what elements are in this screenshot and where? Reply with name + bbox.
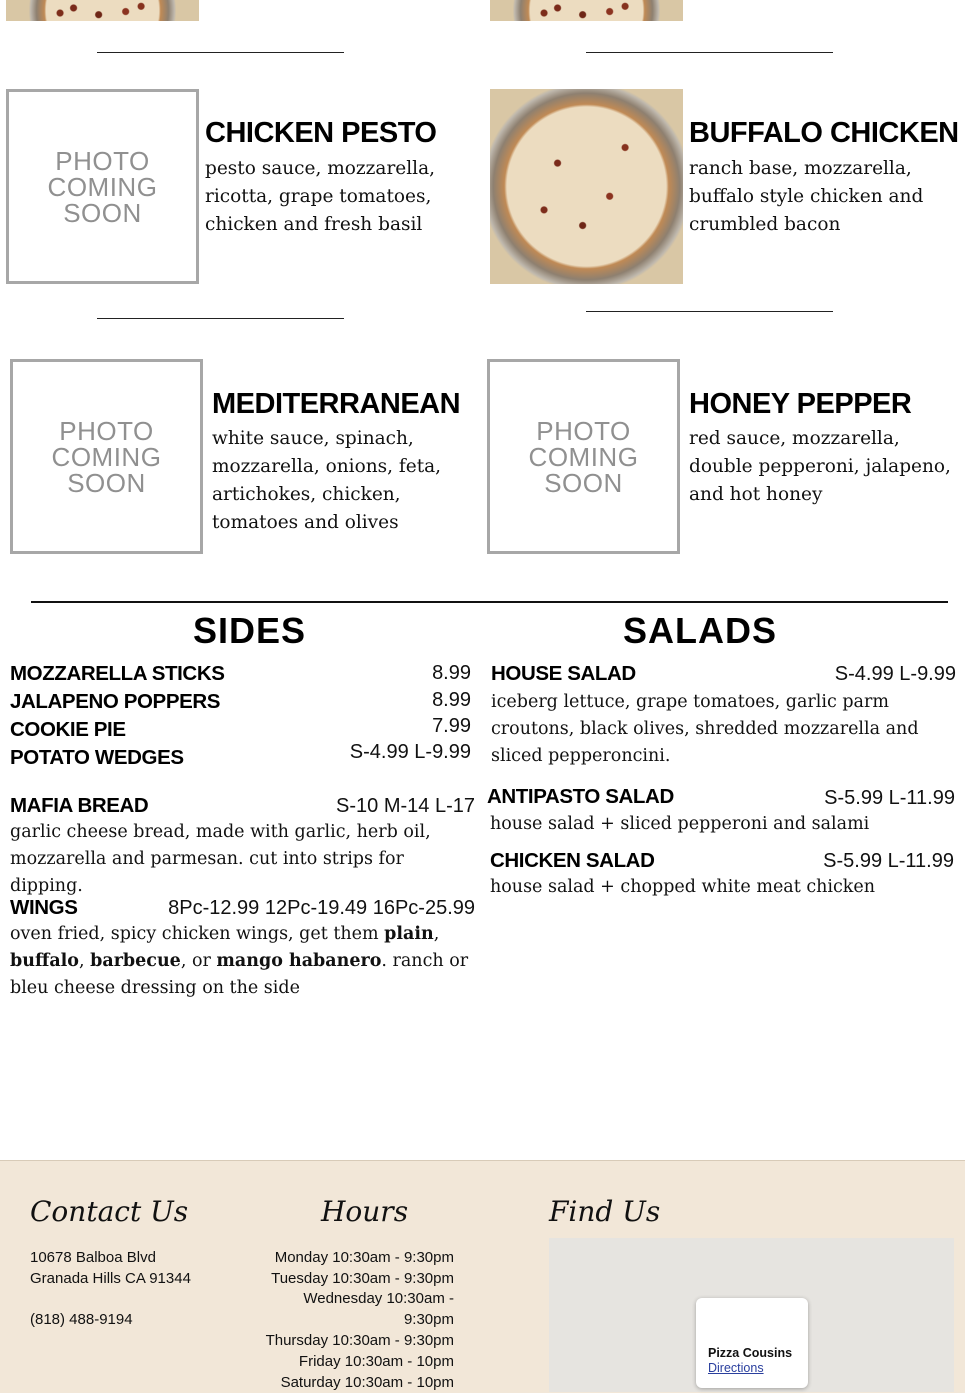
contact-heading: Contact Us — [30, 1195, 189, 1228]
pizza-photo-buffalo-chicken — [490, 89, 683, 284]
hours-line: Tuesday 10:30am - 9:30pm — [271, 1270, 454, 1287]
salad-item-name: HOUSE SALAD — [491, 662, 636, 685]
wings-option-buffalo: buffalo — [10, 951, 79, 971]
salads-heading: SALADS — [623, 610, 778, 651]
map-directions-link[interactable]: Directions — [708, 1361, 764, 1375]
divider — [97, 52, 344, 53]
pizza-desc-buffalo-chicken: ranch base, mozzarella, buffalo style chicken and crumbled bacon — [689, 158, 924, 235]
photo-placeholder — [487, 359, 680, 554]
wings-desc — [10, 921, 480, 1002]
hours-heading: Hours — [321, 1195, 409, 1228]
wings-desc-intro: oven fried, spicy chicken wings, get them — [10, 924, 385, 944]
pizza-title-buffalo-chicken: BUFFALO CHICKEN — [689, 117, 959, 149]
photo-placeholder — [10, 359, 203, 554]
mafia-bread-desc: garlic cheese bread, made with garlic, herb oil, mozzarella and parmesan. cut into strips for dipping. — [10, 822, 431, 896]
contact-address-line1: 10678 Balboa Blvd — [30, 1249, 156, 1266]
salad-item-price: S-4.99 L-9.99 — [834, 663, 956, 685]
wings-option-plain: plain — [384, 924, 434, 944]
pizza-title-chicken-pesto: CHICKEN PESTO — [205, 117, 437, 149]
side-item-name: POTATO WEDGES — [10, 746, 184, 769]
salad-item-name: ANTIPASTO SALAD — [487, 785, 674, 808]
wings-option-mango-habanero: mango habanero — [216, 951, 382, 971]
pizza-desc-mediterranean: white sauce, spinach, mozzarella, onions, feta, artichokes, chicken, tomatoes and olives — [212, 428, 442, 533]
wings-name: WINGS — [10, 896, 78, 919]
salad-item-price: S-5.99 L-11.99 — [823, 850, 954, 872]
photo-placeholder-text: PHOTO COMING SOON — [51, 415, 162, 498]
pizza-title-honey-pepper: HONEY PEPPER — [689, 388, 912, 420]
divider — [586, 52, 833, 53]
salad-item-price: S-5.99 L-11.99 — [824, 787, 955, 809]
wings-price: 8Pc-12.99 12Pc-19.49 16Pc-25.99 — [168, 897, 475, 919]
side-item-price: 7.99 — [432, 715, 471, 737]
salad-item-desc: house salad + sliced pepperoni and salami — [490, 814, 870, 834]
photo-placeholder-text: PHOTO COMING SOON — [47, 145, 158, 228]
photo-placeholder-text: PHOTO COMING SOON — [528, 415, 639, 498]
pizza-desc-chicken-pesto: pesto sauce, mozzarella, ricotta, grape tomatoes, chicken and fresh basil — [205, 158, 435, 235]
pizza-photo-top-left — [6, 0, 199, 21]
side-item-name: JALAPENO POPPERS — [10, 690, 221, 713]
side-item-name: MOZZARELLA STICKS — [10, 662, 225, 685]
salad-item-desc: iceberg lettuce, grape tomatoes, garlic parm croutons, black olives, shredded mozzarella and sliced pepperoncini. — [491, 692, 919, 766]
wings-desc-sep: , or — [180, 951, 217, 971]
hours-line: 9:30pm — [403, 1311, 454, 1328]
pizza-photo-top-right — [490, 0, 683, 21]
sides-heading: SIDES — [193, 610, 307, 651]
find-us-heading: Find Us — [549, 1195, 661, 1228]
side-item-name: COOKIE PIE — [10, 718, 126, 741]
side-item-price: 8.99 — [432, 662, 471, 684]
salad-item-name: CHICKEN SALAD — [490, 849, 655, 872]
map-place-name: Pizza Cousins — [708, 1346, 793, 1360]
contact-phone[interactable]: (818) 488-9194 — [30, 1311, 133, 1328]
divider — [586, 311, 833, 312]
hours-line: Wednesday 10:30am - — [303, 1290, 454, 1307]
salad-item-desc: house salad + chopped white meat chicken — [490, 877, 876, 897]
mafia-bread-price: S-10 M-14 L-17 — [336, 795, 475, 817]
contact-address-line2: Granada Hills CA 91344 — [30, 1270, 191, 1287]
photo-placeholder — [6, 89, 199, 284]
map-info-card — [696, 1298, 808, 1388]
hours-line: Thursday 10:30am - 9:30pm — [265, 1332, 454, 1349]
wings-desc-sep: , — [78, 951, 91, 971]
wings-option-barbecue: barbecue — [90, 951, 181, 971]
section-divider — [31, 601, 948, 603]
mafia-bread-name: MAFIA BREAD — [10, 794, 149, 817]
pizza-desc-honey-pepper: red sauce, mozzarella, double pepperoni, jalapeno, and hot honey — [689, 428, 951, 505]
side-item-price: S-4.99 L-9.99 — [349, 741, 471, 763]
hours-line: Monday 10:30am - 9:30pm — [274, 1249, 454, 1266]
pizza-title-mediterranean: MEDITERRANEAN — [212, 388, 461, 420]
side-item-price: 8.99 — [432, 689, 471, 711]
hours-line: Friday 10:30am - 10pm — [298, 1353, 454, 1370]
hours-line: Saturday 10:30am - 10pm — [280, 1374, 454, 1391]
divider — [97, 318, 344, 319]
wings-desc-outro: . ranch or bleu cheese dressing on the side — [10, 951, 469, 998]
wings-desc-sep: , — [433, 924, 440, 944]
